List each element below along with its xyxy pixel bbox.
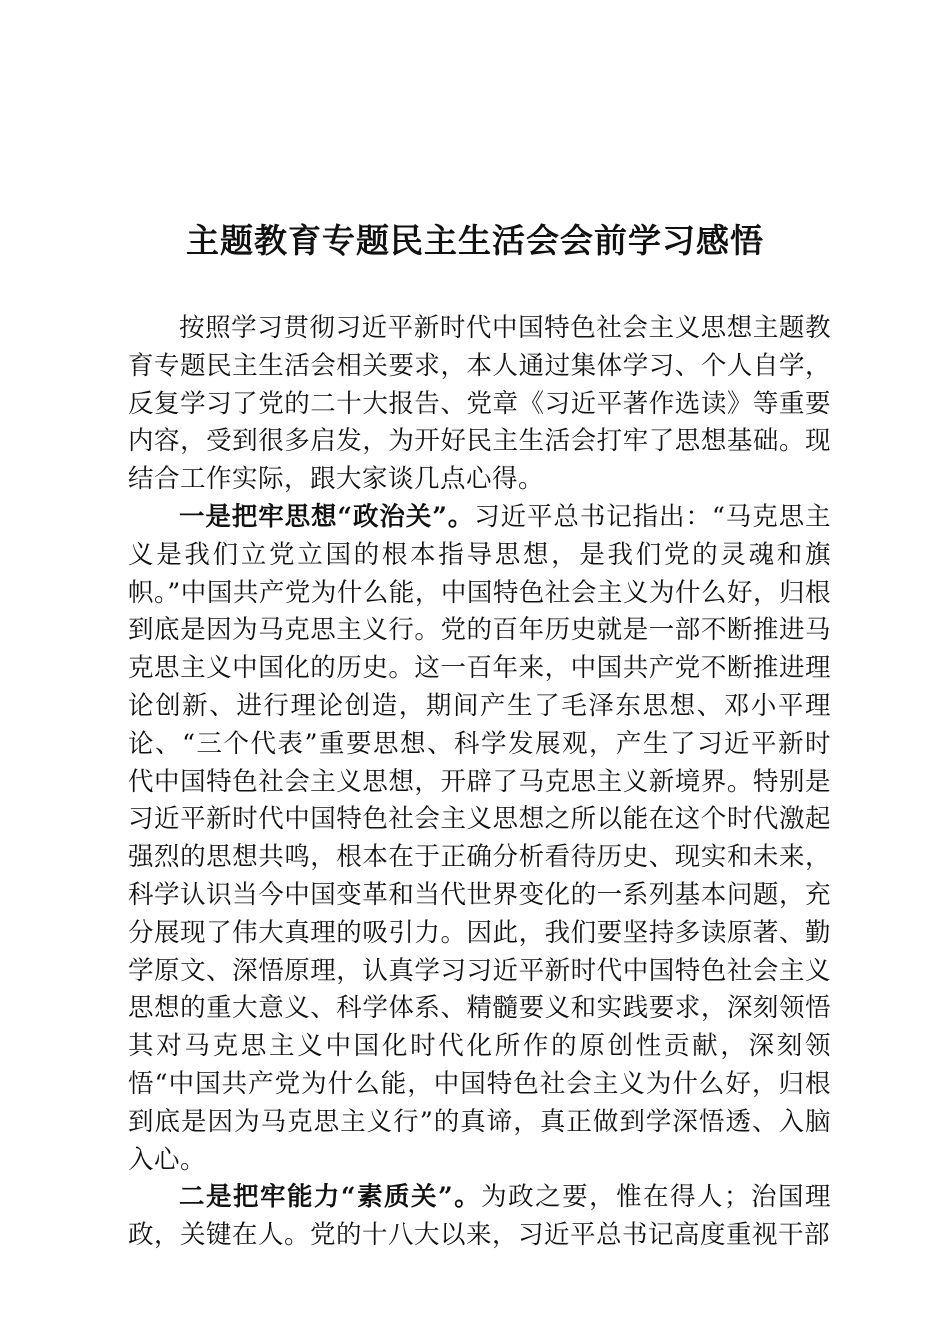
paragraph-political [128, 499, 831, 1179]
paragraph-intro [128, 310, 831, 499]
document-body [128, 310, 831, 1255]
paragraph-text: 按照学习贯彻习近平新时代中国特色社会主义思想主题教育专题民主生活会相关要求，本人通过集体学习、个人自学，反复学习了党的二十大报告、党章《习近平著作选读》等重要内容，受到很多启发，为开好民主生活会打牢了思想基础。现结合工作实际，跟大家谈几点心得。 [128, 313, 831, 495]
paragraph-text: 为政之要，惟在得人；治国理政，关键在人。党的十八大以来，习近平总书记高度重视干部 [128, 1182, 831, 1251]
paragraph-lead: 一是把牢思想“政治关”。 [179, 501, 475, 532]
paragraph-lead: 二是把牢能力“素质关”。 [179, 1182, 482, 1213]
paragraph-ability [128, 1179, 831, 1255]
paragraph-text: 习近平总书记指出：“马克思主义是我们立党立国的根本指导思想，是我们党的灵魂和旗帜。”中国共产党为什么能，中国特色社会主义为什么好，归根到底是因为马克思主义行。党的百年历史就是一部不断推进马克思主义中国化的历史。这一百年来，中国共产党不断推进理论创新、进行理论创造，期间产生了毛泽东思想、邓小平理论、“三个代表”重要思想、科学发展观，产生了习近平新时代中国特色社会主义思想，开辟了马克思主义新境界。特别是习近平新时代中国特色社会主义思想之所以能在这个时代激起强烈的思想共鸣，根本在于正确分析看待历史、现实和未来，科学认识当今中国变革和当代世界变化的一系列基本问题，充分展现了伟大真理的吸引力。因此，我们要坚持多读原著、勤学原文、深悟原理，认真学习习近平新时代中国特色社会主义思想的重大意义、科学体系、精髓要义和实践要求，深刻领悟其对马克思主义中国化时代化所作的原创性贡献，深刻领悟“中国共产党为什么能，中国特色社会主义为什么好，归根到底是因为马克思主义行”的真谛，真正做到学深悟透、入脑入心。 [128, 501, 831, 1175]
document-title: 主题教育专题民主生活会会前学习感悟 [186, 221, 764, 260]
